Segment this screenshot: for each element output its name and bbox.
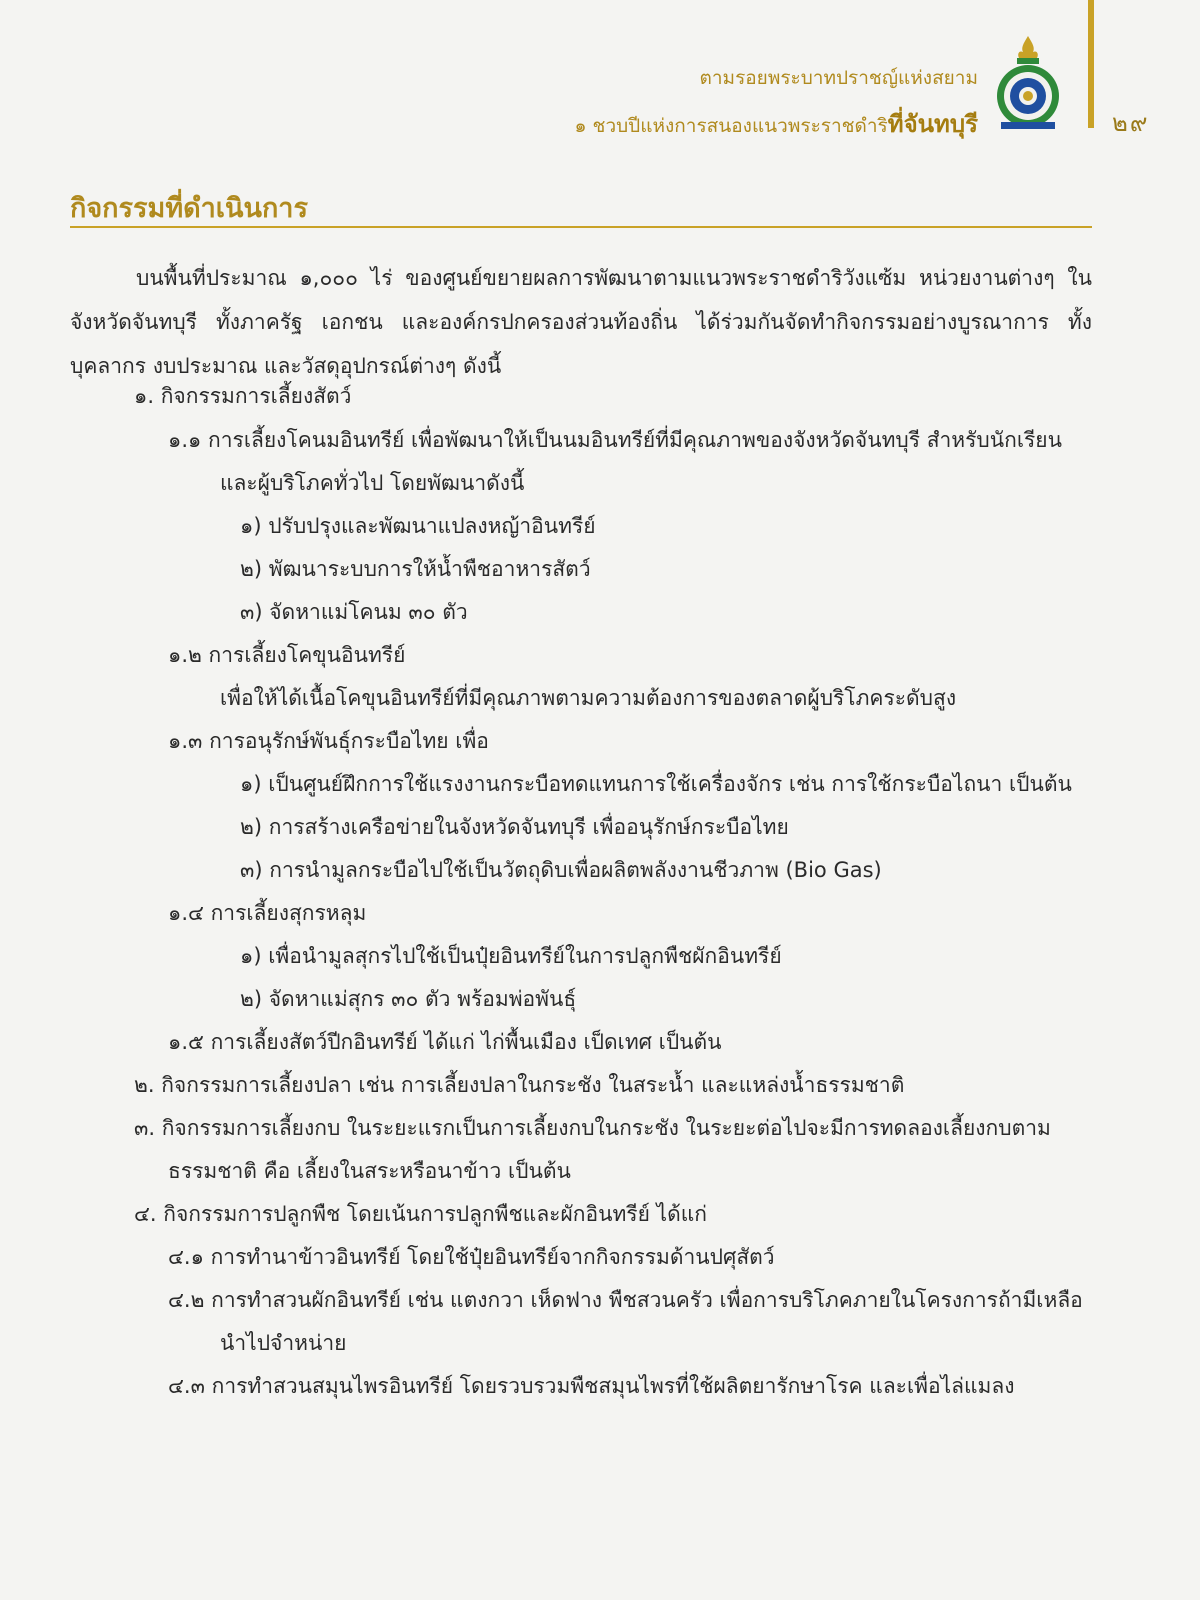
list-item: ๑.๑ การเลี้ยงโคนมอินทรีย์ เพื่อพัฒนาให้เป็นนมอินทรีย์ที่มีคุณภาพของจังหวัดจันทบุรี สำหรับนักเรียน [168,428,1062,452]
list-item: ๓. กิจกรรมการเลี้ยงกบ ในระยะแรกเป็นการเลี้ยงกบในกระชัง ในระยะต่อไปจะมีการทดลองเลี้ยงกบตาม [134,1116,1051,1140]
list-item: ๑. กิจกรรมการเลี้ยงสัตว์ [134,384,352,408]
list-item: ๔. กิจกรรมการปลูกพืช โดยเน้นการปลูกพืชและผักอินทรีย์ ได้แก่ [134,1202,707,1226]
list-item: ๒) การสร้างเครือข่ายในจังหวัดจันทบุรี เพื่ออนุรักษ์กระบือไทย [240,815,789,839]
header-book-title-bold: ที่จันทบุรี [887,110,978,138]
list-item-continuation: เพื่อให้ได้เนื้อโคขุนอินทรีย์ที่มีคุณภาพตามความต้องการของตลาดผู้บริโภคระดับสูง [220,686,957,710]
header-series-title: ตามรอยพระบาทปราชญ์แห่งสยาม [699,67,978,89]
list-item: ๑.๓ การอนุรักษ์พันธุ์กระบือไทย เพื่อ [168,729,489,753]
list-item: ๑) เพื่อนำมูลสุกรไปใช้เป็นปุ๋ยอินทรีย์ในการปลูกพืชผักอินทรีย์ [240,944,782,968]
section-title: กิจกรรมที่ดำเนินการ [70,193,308,224]
list-item: ๓) จัดหาแม่โคนม ๓๐ ตัว [240,600,468,624]
list-item: ๑.๔ การเลี้ยงสุกรหลุม [168,901,367,925]
header-book-title [574,104,978,143]
intro-paragraph: บนพื้นที่ประมาณ ๑,๐๐๐ ไร่ ของศูนย์ขยายผลการพัฒนาตามแนวพระราชดำริวังแซ้ม หน่วยงานต่างๆ ในจังหวัดจันทบุรี ทั้งภาครัฐ เอกชน และองค์กรปกครองส่วนท้องถิ่น ได้ร่วมกันจัดทำกิจกรรมอย่างบูรณาการ ทั้งบุคลากร งบประมาณ และวัสดุอุปกรณ์ต่างๆ ดังนี้ [70,266,1092,378]
list-item: ๔.๓ การทำสวนสมุนไพรอินทรีย์ โดยรวบรวมพืชสมุนไพรที่ใช้ผลิตยารักษาโรค และเพื่อไล่แมลง [168,1374,1015,1398]
header-vertical-rule [1088,0,1094,128]
list-item: ๔.๒ การทำสวนผักอินทรีย์ เช่น แตงกวา เห็ดฟาง พืชสวนครัว เพื่อการบริโภคภายในโครงการถ้ามีเหลือ [168,1288,1083,1312]
page-number: ๒๙ [1112,109,1150,137]
list-item: ๑.๒ การเลี้ยงโคขุนอินทรีย์ [168,643,406,667]
list-item: ๓) การนำมูลกระบือไปใช้เป็นวัตถุดิบเพื่อผลิตพลังงานชีวภาพ (Bio Gas) [240,858,882,882]
list-item: ๑.๕ การเลี้ยงสัตว์ปีกอินทรีย์ ได้แก่ ไก่พื้นเมือง เป็ดเทศ เป็นต้น [168,1030,722,1054]
list-item: ๒) จัดหาแม่สุกร ๓๐ ตัว พร้อมพ่อพันธุ์ [240,987,577,1011]
list-item: ๔.๑ การทำนาข้าวอินทรีย์ โดยใช้ปุ๋ยอินทรีย์จากกิจกรรมด้านปศุสัตว์ [168,1245,775,1269]
list-item: ๑) เป็นศูนย์ฝึกการใช้แรงงานกระบือทดแทนการใช้เครื่องจักร เช่น การใช้กระบือไถนา เป็นต้น [240,772,1072,796]
list-item-continuation: และผู้บริโภคทั่วไป โดยพัฒนาดังนี้ [220,471,525,495]
list-item-continuation: ธรรมชาติ คือ เลี้ยงในสระหรือนาข้าว เป็นต้น [168,1159,571,1183]
seal-logo-icon [993,34,1063,134]
section-title-underline [70,226,1092,228]
header-book-title-prefix: ๑ ชวบปีแห่งการสนองแนวพระราชดำริ [574,115,888,137]
list-item: ๑) ปรับปรุงและพัฒนาแปลงหญ้าอินทรีย์ [240,514,596,538]
list-item: ๒) พัฒนาระบบการให้น้ำพืชอาหารสัตว์ [240,557,591,581]
list-item-continuation: นำไปจำหน่าย [220,1331,347,1355]
list-item: ๒. กิจกรรมการเลี้ยงปลา เช่น การเลี้ยงปลาในกระชัง ในสระน้ำ และแหล่งน้ำธรรมชาติ [134,1073,905,1097]
